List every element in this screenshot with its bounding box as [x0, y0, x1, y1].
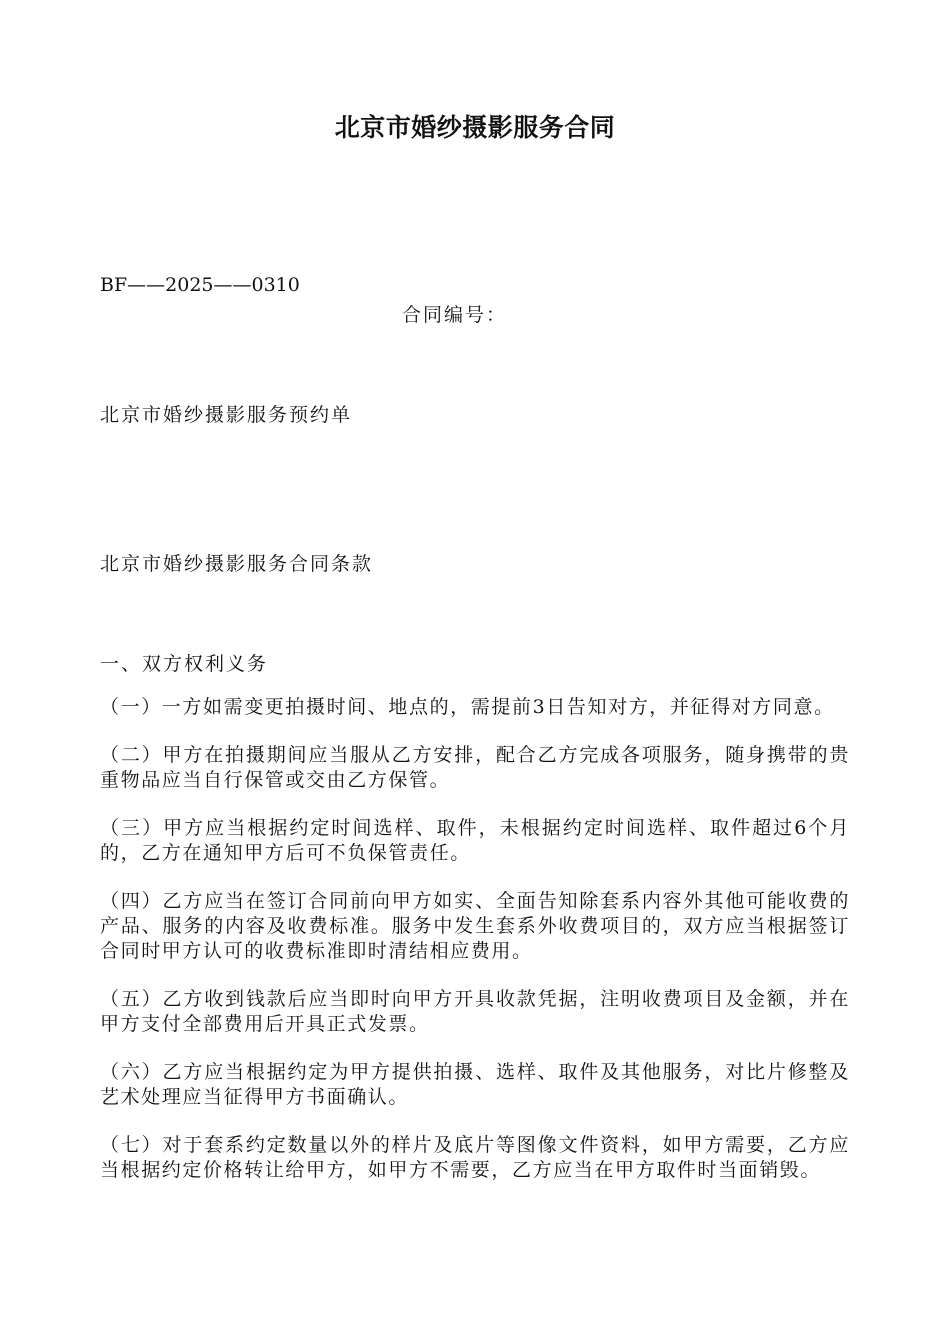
section-heading: 一、双方权利义务 — [100, 653, 269, 675]
clause-3: （三）甲方应当根据约定时间选样、取件，未根据约定时间选样、取件超过6个月的，乙方在通知甲方后可不负保管责任。 — [100, 817, 850, 864]
document-title: 北京市婚纱摄影服务合同 — [334, 113, 616, 142]
clause-1: （一）一方如需变更拍摄时间、地点的，需提前3日告知对方，并征得对方同意。 — [100, 696, 835, 718]
contract-code: BF——2025——0310 — [100, 274, 300, 296]
clause-6: （六）乙方应当根据约定为甲方提供拍摄、选样、取件及其他服务，对比片修整及艺术处理应当征得甲方书面确认。 — [100, 1061, 850, 1108]
clause-5: （五）乙方收到钱款后应当即时向甲方开具收款凭据，注明收费项目及金额，并在甲方支付全部费用后开具正式发票。 — [100, 988, 850, 1035]
reservation-heading: 北京市婚纱摄影服务预约单 — [100, 404, 353, 426]
clause-list — [100, 695, 850, 1206]
clause-4: （四）乙方应当在签订合同前向甲方如实、全面告知除套系内容外其他可能收费的产品、服务的内容及收费标准。服务中发生套系外收费项目的，双方应当根据签订合同时甲方认可的收费标准即时清结相应费用。 — [100, 890, 850, 962]
contract-number-label: 合同编号： — [402, 304, 508, 326]
clause-2: （二）甲方在拍摄期间应当服从乙方安排，配合乙方完成各项服务，随身携带的贵重物品应当自行保管或交由乙方保管。 — [100, 744, 850, 791]
clause-7: （七）对于套系约定数量以外的样片及底片等图像文件资料，如甲方需要，乙方应当根据约定价格转让给甲方，如甲方不需要，乙方应当在甲方取件时当面销毁。 — [100, 1134, 850, 1181]
terms-heading: 北京市婚纱摄影服务合同条款 — [100, 553, 374, 575]
